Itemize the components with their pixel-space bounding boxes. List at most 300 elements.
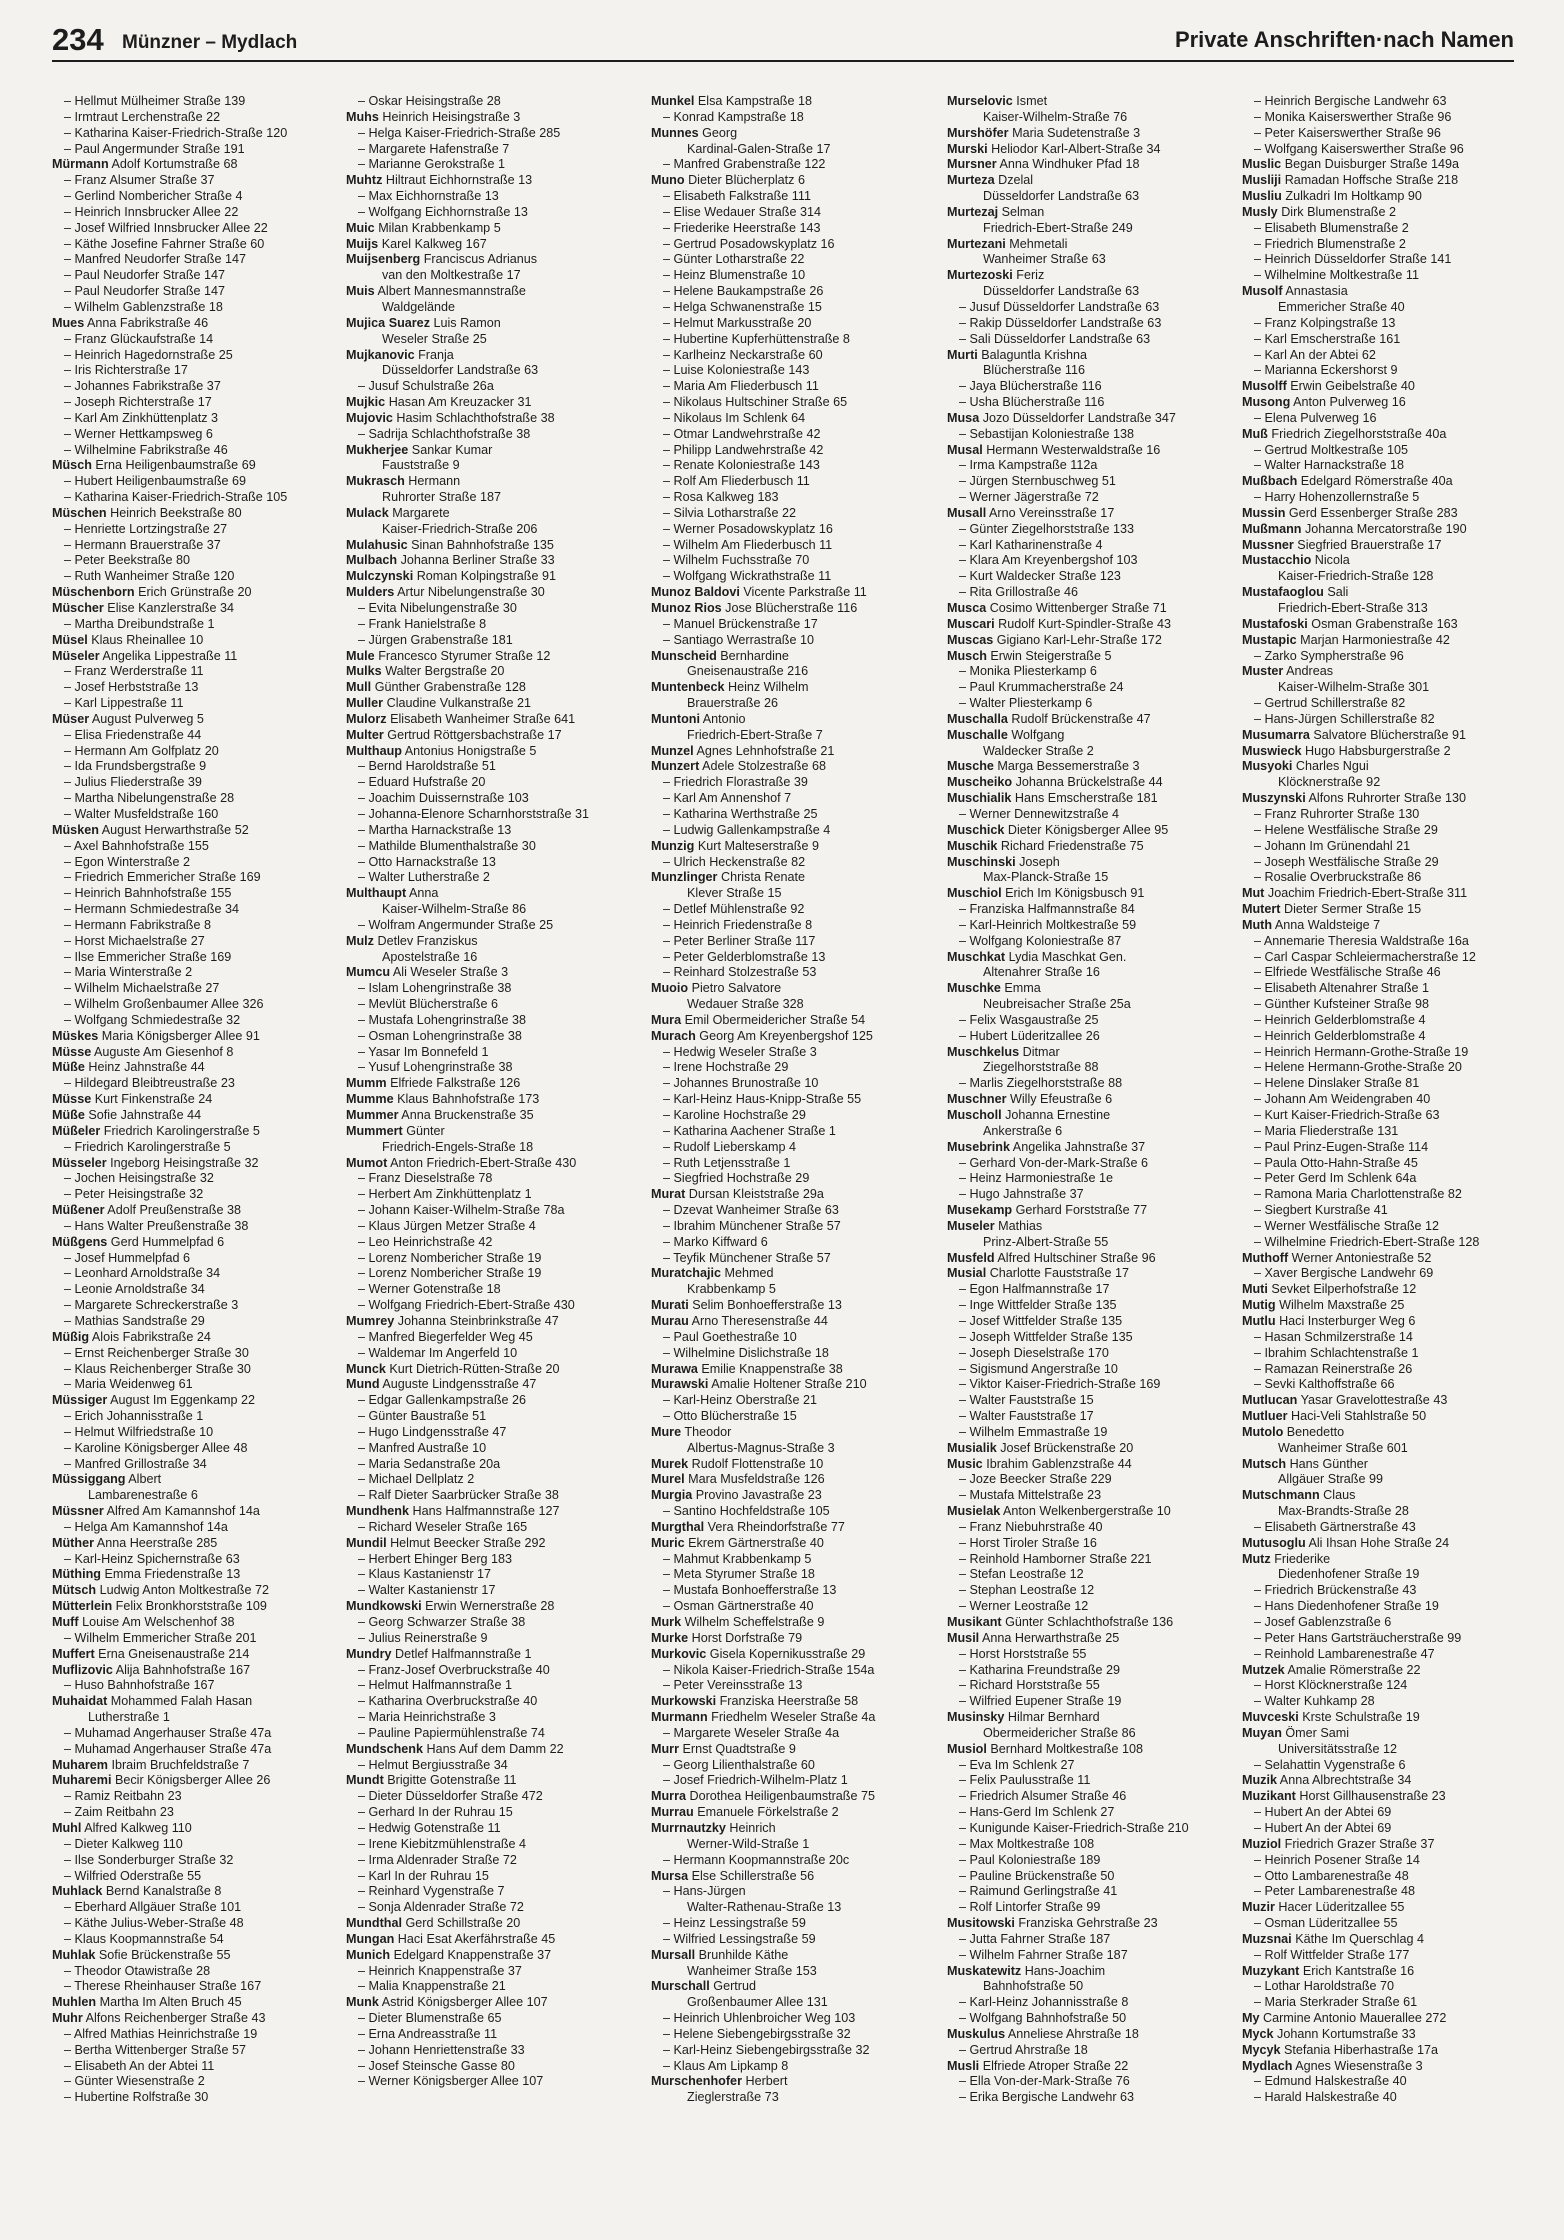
surname-entry — [346, 110, 624, 126]
family-member-entry: – Heinz Harmoniestraße 1e — [947, 1171, 1225, 1187]
family-member-entry: – Muhamad Angerhauser Straße 47a — [52, 1742, 330, 1758]
family-member-entry: – Konrad Kampstraße 18 — [651, 110, 929, 126]
entry-detail: Angelika Lippestraße 11 — [102, 648, 238, 663]
family-member-entry: – Johannes Fabrikstraße 37 — [52, 379, 330, 395]
entry-detail: Martha Im Alten Bruch 45 — [99, 1995, 242, 2010]
family-member-entry: – Werner Königsberger Allee 107 — [346, 2074, 624, 2090]
entry-detail: Gerd Hummelpfad 6 — [110, 1234, 225, 1249]
surname: Muratchajic — [651, 1266, 721, 1281]
family-member-entry: – Helene Hermann-Grothe-Straße 20 — [1242, 1060, 1520, 1076]
family-member-entry: – Osman Gärtnerstraße 40 — [651, 1599, 929, 1615]
family-member-entry: – Dieter Kalkweg 110 — [52, 1837, 330, 1853]
entry-detail: Alois Fabrikstraße 24 — [91, 1329, 211, 1344]
family-member-entry: – Ruth Wanheimer Straße 120 — [52, 569, 330, 585]
entry-detail: Andreas — [1286, 664, 1334, 679]
surname: Müsseler — [52, 1155, 107, 1170]
entry-continuation: Weseler Straße 25 — [382, 331, 487, 346]
surname: Muhaidat — [52, 1694, 108, 1709]
surname: Muhlack — [52, 1884, 103, 1899]
entry-detail: Hacer Lüderitzallee 55 — [1278, 1900, 1405, 1915]
entry-detail: Feriz — [1016, 268, 1045, 283]
surname: Murski — [947, 141, 988, 156]
family-member-entry: – Heinrich Gelderblomstraße 4 — [1242, 1013, 1520, 1029]
entry-detail: Dzelal — [998, 173, 1034, 188]
family-member-entry: – Peter Berliner Straße 117 — [651, 934, 929, 950]
entry-detail: Alfred Kalkweg 110 — [84, 1820, 192, 1835]
surname: Muhl — [52, 1820, 82, 1835]
entry-detail: Mehmetali — [1009, 236, 1068, 251]
family-member-entry: – Klaus Reichenberger Straße 30 — [52, 1362, 330, 1378]
surname-entry — [52, 1599, 330, 1615]
entry-continuation: Albertus-Magnus-Straße 3 — [687, 1440, 835, 1455]
entry-detail: Friedrich Karolingerstraße 5 — [103, 1123, 260, 1138]
family-member-entry: – Usha Blücherstraße 116 — [947, 395, 1225, 411]
family-member-entry: – Hans Walter Preußenstraße 38 — [52, 1219, 330, 1235]
surname: Muti — [1242, 1282, 1268, 1297]
family-member-entry: – Detlef Mühlenstraße 92 — [651, 902, 929, 918]
surname: Mutig — [1242, 1298, 1276, 1313]
entry-detail: Angelika Jahnstraße 37 — [1012, 1139, 1146, 1154]
surname-entry — [1242, 1663, 1520, 1679]
surname: Murtezani — [947, 236, 1006, 251]
entry-detail: Dieter Sermer Straße 15 — [1283, 902, 1422, 917]
surname: Müsken — [52, 822, 99, 837]
entry-detail: Auguste Lindgensstraße 47 — [382, 1377, 537, 1392]
surname-entry — [346, 1314, 624, 1330]
family-member-entry: – Otto Lambarenestraße 48 — [1242, 1869, 1520, 1885]
entry-detail: Charles Ngui — [1295, 759, 1369, 774]
surname-entry — [947, 1742, 1225, 1758]
surname: Musch — [947, 648, 987, 663]
surname-entry — [346, 712, 624, 728]
entry-continuation: Friedrich-Ebert-Straße 313 — [1278, 601, 1428, 615]
entry-detail: Günter — [406, 1123, 445, 1138]
entry-detail: Salvatore Blücherstraße 91 — [1313, 727, 1466, 742]
surname: Müße — [52, 1108, 85, 1122]
surname-entry — [651, 1789, 929, 1805]
entry-detail: Willy Efeustraße 6 — [1009, 1092, 1113, 1107]
family-member-entry: – Katharina Kaiser-Friedrich-Straße 105 — [52, 490, 330, 506]
family-member-entry: – Wilhelmine Dislichstraße 18 — [651, 1346, 929, 1362]
entry-continuation: Friedrich-Ebert-Straße 249 — [983, 220, 1133, 235]
surname: Muscas — [947, 632, 994, 647]
surname-entry — [1242, 744, 1520, 760]
surname: Mujkanovic — [346, 347, 415, 362]
entry-detail: Ingeborg Heisingstraße 32 — [110, 1155, 259, 1170]
surname-entry — [346, 474, 624, 490]
section-title: Private Anschriften·nach Namen — [1174, 27, 1514, 52]
family-member-entry: – Kunigunde Kaiser-Friedrich-Straße 210 — [947, 1821, 1225, 1837]
surname: Murteza — [947, 173, 995, 188]
family-member-entry: – Santiago Werrastraße 10 — [651, 633, 929, 649]
directory-column-4 — [947, 94, 1225, 2106]
entry-detail: Georg Am Kreyenbergshof 125 — [699, 1028, 873, 1043]
family-member-entry: – Wilhelmine Moltkestraße 11 — [1242, 268, 1520, 284]
entry-continuation: Neubreisacher Straße 25a — [983, 997, 1131, 1012]
surname-entry — [52, 585, 330, 601]
surname: Mundthal — [346, 1916, 402, 1931]
entry-continuation: Altenahrer Straße 16 — [983, 965, 1100, 980]
surname: Musa — [947, 410, 980, 425]
surname: Muschkat — [947, 949, 1006, 964]
surname: Murach — [651, 1028, 696, 1043]
family-member-entry: – Mevlüt Blücherstraße 6 — [346, 997, 624, 1013]
surname-entry — [1242, 2011, 1520, 2027]
surname-entry — [947, 1964, 1225, 1980]
entry-detail: Wilhelm Scheffelstraße 9 — [684, 1615, 825, 1629]
family-member-entry: – Yasar Im Bonnefeld 1 — [346, 1045, 624, 1061]
family-member-entry: – Manfred Neudorfer Straße 147 — [52, 252, 330, 268]
family-member-entry: – Julius Reinerstraße 9 — [346, 1631, 624, 1647]
family-member-entry: – Teyfik Münchener Straße 57 — [651, 1251, 929, 1267]
surname: Mujkic — [346, 395, 386, 410]
surname: Musial — [947, 1266, 987, 1281]
surname: Mukrasch — [346, 474, 405, 489]
entry-detail: Ali Weseler Straße 3 — [392, 965, 509, 980]
entry-detail: August Pulverweg 5 — [91, 711, 204, 726]
family-member-entry: – Elfriede Westfälische Straße 46 — [1242, 965, 1520, 981]
entry-detail: Rudolf Kurt-Spindler-Straße 43 — [998, 616, 1172, 631]
entry-detail: Gertrud Röttgersbachstraße 17 — [387, 727, 562, 742]
entry-detail: Alfred Am Kamannshof 14a — [106, 1504, 260, 1519]
family-member-entry: – Felix Wasgaustraße 25 — [947, 1013, 1225, 1029]
entry-detail: Claudine Vulkanstraße 21 — [386, 696, 532, 711]
entry-continuation: Ankerstraße 6 — [983, 1123, 1063, 1138]
family-member-entry: – Mathilde Blumenthalstraße 30 — [346, 839, 624, 855]
surname-entry — [651, 585, 929, 601]
entry-detail: Benedetto — [1286, 1424, 1345, 1439]
entry-detail: Vicente Parkstraße 11 — [743, 585, 867, 600]
surname-entry — [947, 649, 1225, 665]
family-member-entry: – Manuel Brückenstraße 17 — [651, 617, 929, 633]
family-member-entry: – Heinrich Friedenstraße 8 — [651, 918, 929, 934]
family-member-entry: – Helene Westfälische Straße 29 — [1242, 823, 1520, 839]
family-member-entry: – Ruth Letjensstraße 1 — [651, 1156, 929, 1172]
surname: Mutsch — [1242, 1456, 1287, 1471]
family-member-entry: – Friederike Heerstraße 143 — [651, 221, 929, 237]
entry-detail: Roman Kolpingstraße 91 — [416, 569, 556, 584]
surname-entry — [947, 142, 1225, 158]
family-member-entry: – Karl In der Ruhrau 15 — [346, 1869, 624, 1885]
family-member-entry: – Franz Werderstraße 11 — [52, 664, 330, 680]
entry-detail: Elfriede Atroper Straße 22 — [982, 2058, 1129, 2073]
surname: Multhaupt — [346, 886, 407, 901]
entry-detail: Horst Dorfstraße 79 — [691, 1630, 803, 1645]
family-member-entry: – Egon Winterstraße 2 — [52, 855, 330, 871]
surname-entry — [651, 94, 929, 110]
surname-entry — [947, 1457, 1225, 1473]
entry-detail: Amalie Holtener Straße 210 — [711, 1377, 867, 1392]
family-member-entry: – Hubert Heiligenbaumstraße 69 — [52, 474, 330, 490]
family-member-entry: – Wolfgang Bahnhofstraße 50 — [947, 2011, 1225, 2027]
family-member-entry: – Rita Grillostraße 46 — [947, 585, 1225, 601]
surname: Muhlen — [52, 1995, 97, 2010]
surname-entry — [346, 1076, 624, 1092]
family-member-entry: – Horst Horststraße 55 — [947, 1647, 1225, 1663]
surname-entry — [52, 649, 330, 665]
family-member-entry: – Peter Kaiserswerther Straße 96 — [1242, 126, 1520, 142]
family-member-entry: – Ramazan Reinerstraße 26 — [1242, 1362, 1520, 1378]
entry-detail: Hilmar Bernhard — [1007, 1710, 1100, 1725]
family-member-entry: – Helga Am Kamannshof 14a — [52, 1520, 330, 1536]
entry-detail: Mohammed Falah Hasan — [110, 1694, 253, 1709]
family-member-entry: – Günter Wiesenstraße 2 — [52, 2074, 330, 2090]
family-member-entry: – Ilse Emmericher Straße 169 — [52, 950, 330, 966]
entry-continuation: Max-Planck-Straße 15 — [983, 870, 1109, 885]
surname-entry — [346, 1156, 624, 1172]
entry-detail: Günther Grabenstraße 128 — [374, 680, 526, 695]
surname-entry — [651, 1979, 929, 1995]
entry-detail: Herbert — [745, 2074, 788, 2089]
surname-entry — [947, 775, 1225, 791]
family-member-entry: – Heinz Blumenstraße 10 — [651, 268, 929, 284]
entry-detail: Jozo Düsseldorfer Landstraße 347 — [982, 410, 1176, 425]
family-member-entry: – Marko Kiffward 6 — [651, 1235, 929, 1251]
entry-continuation: Walter-Rathenau-Straße 13 — [687, 1900, 842, 1915]
surname-entry — [651, 1362, 929, 1378]
surname: Mule — [346, 648, 375, 663]
surname-entry — [651, 1520, 929, 1536]
family-member-entry: – Hans Diedenhofener Straße 19 — [1242, 1599, 1520, 1615]
family-member-entry: – Walter Fauststraße 17 — [947, 1409, 1225, 1425]
family-member-entry: – Elena Pulverweg 16 — [1242, 411, 1520, 427]
surname-entry — [651, 1615, 929, 1631]
surname: Muzir — [1242, 1900, 1275, 1915]
surname-entry — [1242, 284, 1520, 300]
surname: Mycyk — [1242, 2042, 1281, 2057]
family-member-entry: – Wolfgang Koloniestraße 87 — [947, 934, 1225, 950]
surname-entry — [1242, 1726, 1520, 1742]
surname: Muijsenberg — [346, 252, 421, 267]
surname-entry — [651, 1647, 929, 1663]
surname: Musinsky — [947, 1710, 1005, 1725]
family-member-entry: – Nikolaus Hultschiner Straße 65 — [651, 395, 929, 411]
entry-detail: Else Schillerstraße 56 — [691, 1868, 815, 1883]
entry-detail: Hans Auf dem Damm 22 — [426, 1741, 564, 1756]
family-member-entry: – Muhamad Angerhauser Straße 47a — [52, 1726, 330, 1742]
family-member-entry: – Hans-Gerd Im Schlenk 27 — [947, 1805, 1225, 1821]
surname-entry — [947, 506, 1225, 522]
surname-entry — [52, 1203, 330, 1219]
surname: Müssiggang — [52, 1472, 126, 1487]
family-member-entry: – Gertrud Ahrstraße 18 — [947, 2043, 1225, 2059]
entry-detail: Detlev Franziskus — [377, 933, 478, 948]
surname: Murtezoski — [947, 268, 1013, 283]
family-member-entry: – Karl-Heinz Siebengebirgsstraße 32 — [651, 2043, 929, 2059]
family-member-entry: – Eva Im Schlenk 27 — [947, 1758, 1225, 1774]
family-member-entry: – Margarete Weseler Straße 4a — [651, 1726, 929, 1742]
surname: Munkel — [651, 94, 695, 108]
family-member-entry: – Renate Koloniestraße 143 — [651, 458, 929, 474]
family-member-entry: – Hans-Jürgen — [651, 1884, 929, 1900]
entry-continuation: Wanheimer Straße 63 — [983, 252, 1106, 267]
family-member-entry: – Edgar Gallenkampstraße 26 — [346, 1393, 624, 1409]
surname-entry — [1242, 2059, 1520, 2075]
family-member-entry: – Klaus Am Lipkamp 8 — [651, 2059, 929, 2075]
family-member-entry: – Hellmut Mülheimer Straße 139 — [52, 94, 330, 110]
entry-detail: Karel Kalkweg 167 — [381, 236, 487, 251]
family-member-entry: – Irene Kiebitzmühlenstraße 4 — [346, 1837, 624, 1853]
family-member-entry: – Wolfgang Wickrathstraße 11 — [651, 569, 929, 585]
family-member-entry: – Yusuf Lohengrinstraße 38 — [346, 1060, 624, 1076]
family-member-entry: – Karl-Heinz Haus-Knipp-Straße 55 — [651, 1092, 929, 1108]
family-member-entry: – Heinrich Uhlenbroicher Weg 103 — [651, 2011, 929, 2027]
family-member-entry: – Islam Lohengrinstraße 38 — [346, 981, 624, 997]
surname-entry — [1242, 1837, 1520, 1853]
family-member-entry: – Hedwig Weseler Straße 3 — [651, 1045, 929, 1061]
surname-entry — [1242, 1393, 1520, 1409]
entry-detail: Zulkadri Im Holtkamp 90 — [1285, 189, 1422, 204]
entry-detail: Carmine Antonio Mauerallee 272 — [1263, 2011, 1447, 2026]
surname-entry — [947, 1045, 1225, 1061]
surname-entry — [1242, 759, 1520, 775]
entry-detail: Pietro Salvatore — [691, 981, 782, 996]
family-member-entry: – Hermann Schmiedestraße 34 — [52, 902, 330, 918]
surname: Musli — [947, 2058, 980, 2073]
surname: Muzik — [1242, 1773, 1277, 1788]
surname-entry — [52, 1948, 330, 1964]
surname-entry — [346, 664, 624, 680]
entry-detail: Hasan Am Kreuzacker 31 — [388, 395, 532, 410]
surname-entry — [346, 443, 624, 459]
surname-entry — [947, 886, 1225, 902]
family-member-entry: – Heinrich Bergische Landwehr 63 — [1242, 94, 1520, 110]
entry-continuation: Kardinal-Galen-Straße 17 — [687, 141, 831, 156]
family-member-entry: – Ella Von-der-Mark-Straße 76 — [947, 2074, 1225, 2090]
family-member-entry: – Klaus Kastanienstr 17 — [346, 1567, 624, 1583]
entry-detail: Hiltraut Eichhornstraße 13 — [385, 173, 533, 188]
family-member-entry: – Erna Andreasstraße 11 — [346, 2027, 624, 2043]
surname-entry — [52, 458, 330, 474]
surname: Mujica Suarez — [346, 315, 430, 330]
surname-entry — [346, 934, 624, 950]
entry-detail: Felix Bronkhorststraße 109 — [115, 1599, 267, 1614]
surname-entry — [947, 1504, 1225, 1520]
surname: Murmann — [651, 1710, 708, 1725]
surname: Mußmann — [1242, 521, 1302, 536]
surname: Muß — [1242, 426, 1268, 441]
surname: Musumarra — [1242, 727, 1310, 742]
surname-entry — [651, 126, 929, 142]
surname-entry — [1242, 395, 1520, 411]
entry-detail: Dieter Königsberger Allee 95 — [1007, 822, 1169, 837]
family-member-entry: – Ramiz Reitbahn 23 — [52, 1789, 330, 1805]
family-member-entry: – Leonie Arnoldstraße 34 — [52, 1282, 330, 1298]
surname: Munscheid — [651, 648, 717, 663]
entry-continuation: Klever Straße 15 — [687, 886, 782, 901]
surname-entry — [947, 205, 1225, 221]
family-member-entry: – Johannes Brunostraße 10 — [651, 1076, 929, 1092]
surname-entry — [947, 2027, 1225, 2043]
surname-entry — [346, 237, 624, 253]
family-member-entry: – Santino Hochfeldstraße 105 — [651, 1504, 929, 1520]
family-member-entry: – Martha Nibelungenstraße 28 — [52, 791, 330, 807]
surname-entry — [52, 1472, 330, 1488]
entry-continuation: Ziegelhorststraße 88 — [983, 1060, 1099, 1075]
family-member-entry: – Wolfram Angermunder Straße 25 — [346, 918, 624, 934]
entry-detail: Milan Krabbenkamp 5 — [378, 220, 501, 235]
surname-entry — [346, 1377, 624, 1393]
entry-detail: Erna Heiligenbaumstraße 69 — [95, 458, 256, 473]
family-member-entry: – Heinrich Gelderblomstraße 4 — [1242, 1029, 1520, 1045]
family-member-entry: – Paula Otto-Hahn-Straße 45 — [1242, 1156, 1520, 1172]
entry-detail: Heinrich Beekstraße 80 — [110, 505, 242, 520]
family-member-entry: – Wilhelm Gablenzstraße 18 — [52, 300, 330, 316]
surname-entry — [52, 1108, 330, 1124]
surname: Murat — [651, 1187, 686, 1202]
surname: Mundschenk — [346, 1741, 423, 1756]
entry-detail: Emma Friedenstraße 13 — [104, 1567, 241, 1582]
family-member-entry: – Georg Lilienthalstraße 60 — [651, 1758, 929, 1774]
family-member-entry: – Helmut Wilfriedstraße 10 — [52, 1425, 330, 1441]
surname-entry — [1242, 1964, 1520, 1980]
family-member-entry: – Katharina Aachener Straße 1 — [651, 1124, 929, 1140]
surname-entry — [346, 680, 624, 696]
surname: Munzig — [651, 838, 695, 853]
family-member-entry: – Wilhelmine Fabrikstraße 46 — [52, 443, 330, 459]
surname: Müthing — [52, 1567, 101, 1582]
family-member-entry: – Paul Prinz-Eugen-Straße 114 — [1242, 1140, 1520, 1156]
family-member-entry: – Therese Rheinhauser Straße 167 — [52, 1979, 330, 1995]
family-member-entry: – Karl An der Abtei 62 — [1242, 348, 1520, 364]
surname: Müsch — [52, 458, 92, 473]
family-member-entry: – Egon Halfmannstraße 17 — [947, 1282, 1225, 1298]
surname: Muhtz — [346, 173, 383, 188]
surname-entry — [52, 1663, 330, 1679]
surname-entry — [346, 1916, 624, 1932]
surname: Mürmann — [52, 157, 109, 172]
family-member-entry: – Helmut Bergiusstraße 34 — [346, 1758, 624, 1774]
family-member-entry: – Heinrich Knappenstraße 37 — [346, 1964, 624, 1980]
surname: Mustapic — [1242, 632, 1297, 647]
surname-entry — [52, 1045, 330, 1061]
family-member-entry: – Peter Heisingstraße 32 — [52, 1187, 330, 1203]
entry-detail: Friedrich Grazer Straße 37 — [1284, 1836, 1435, 1851]
surname: Museler — [947, 1218, 995, 1233]
surname-entry — [1242, 2043, 1520, 2059]
entry-detail: Erich Im Königsbusch 91 — [1005, 886, 1145, 901]
entry-detail: Yasar Gravelottestraße 43 — [1300, 1393, 1448, 1408]
family-member-entry: – Rolf Am Fliederbusch 11 — [651, 474, 929, 490]
family-member-entry: – Joachim Duissernstraße 103 — [346, 791, 624, 807]
surname: Mutluer — [1242, 1409, 1288, 1424]
family-member-entry: – Marlis Ziegelhorststraße 88 — [947, 1076, 1225, 1092]
family-member-entry: – Wilhelm Michaelstraße 27 — [52, 981, 330, 997]
surname: Munnes — [651, 125, 699, 140]
surname: Mumcu — [346, 965, 391, 980]
entry-detail: Adele Stolzestraße 68 — [702, 759, 827, 774]
entry-detail: Agnes Lehnhofstraße 21 — [696, 743, 835, 758]
surname: Mutlu — [1242, 1313, 1276, 1328]
surname-entry — [1242, 538, 1520, 554]
surname: Musolff — [1242, 379, 1287, 394]
entry-detail: Emilie Knappenstraße 38 — [701, 1361, 843, 1376]
surname-entry — [346, 284, 624, 300]
family-member-entry: – Pauline Papiermühlenstraße 74 — [346, 1726, 624, 1742]
family-member-entry: – Martha Dreibundstraße 1 — [52, 617, 330, 633]
family-member-entry: – Xaver Bergische Landwehr 69 — [1242, 1266, 1520, 1282]
surname-entry — [651, 1710, 929, 1726]
surname-entry — [1242, 902, 1520, 918]
family-member-entry: – Karoline Königsberger Allee 48 — [52, 1441, 330, 1457]
family-member-entry: – Maria Winterstraße 2 — [52, 965, 330, 981]
entry-detail: Nicola — [1314, 553, 1350, 568]
family-member-entry: – Zaim Reitbahn 23 — [52, 1805, 330, 1821]
surname-entry — [346, 1932, 624, 1948]
family-member-entry: – Günter Ziegelhorststraße 133 — [947, 522, 1225, 538]
entry-detail: Rudolf Flottenstraße 10 — [691, 1456, 824, 1471]
family-member-entry: – Karl-Heinz Spichernstraße 63 — [52, 1552, 330, 1568]
